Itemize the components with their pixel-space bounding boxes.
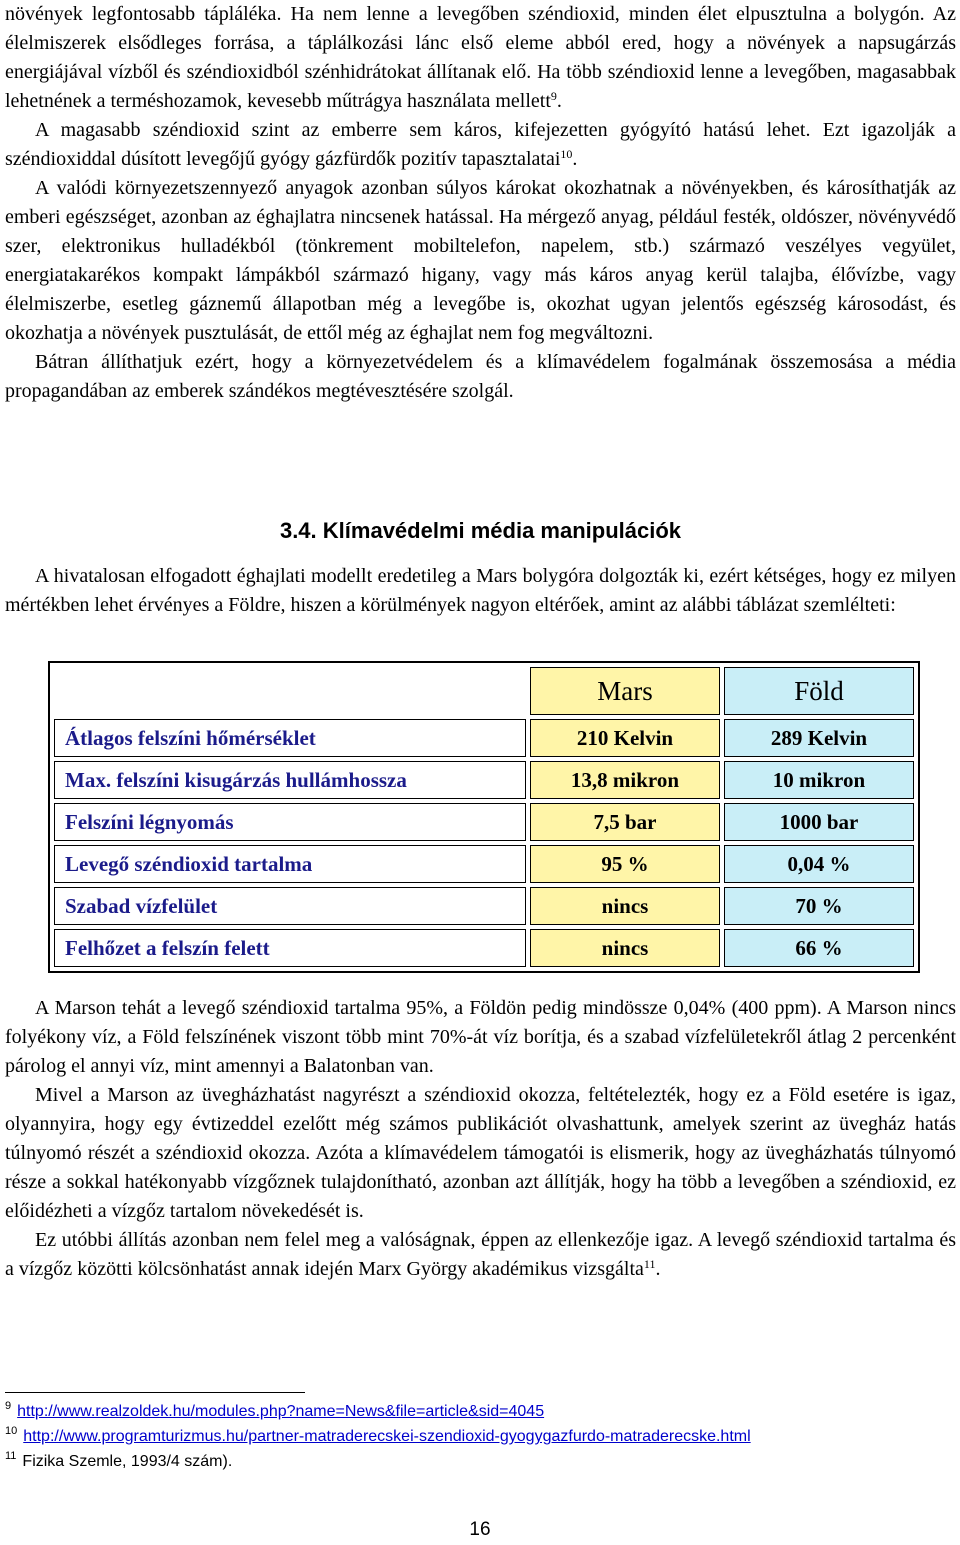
- paragraph: A valódi környezetszennyező anyagok azonban súlyos károkat okozhatnak a növényekben, és károsíthatják az emberi egészséget, azonban az éghajlatra nincsenek hatással. Ha mérgező anyag, például festék, oldószer, növényvédő szer, elektronikus hulladékból (tönkrement mobiltelefon, napelem, stb.) származó veszélyes vegyület, energiatakarékos kompakt lámpákból származó higany, vagy más káros anyag kerül talajba, élővízbe, vagy élelmiszerbe, esetleg gáznemű állapotban még a levegőbe is, okozhat ugyan jelentős egészség károsodást, és okozhatja a növények pusztulását, de ettől még az éghajlat nem fog megváltozni.: [5, 177, 956, 344]
- row-label: Levegő széndioxid tartalma: [54, 845, 526, 883]
- table-row: [54, 845, 914, 883]
- paragraph: A hivatalosan elfogadott éghajlati modellt eredetileg a Mars bolygóra dolgozták ki, ezért kétséges, hogy ez milyen mértékben lehet érvényes a Földre, hiszen a körülmények nagyon eltérőek, amint az alábbi táblázat szemlélteti:: [5, 565, 956, 616]
- row-label: Szabad vízfelület: [54, 887, 526, 925]
- row-label: Max. felszíni kisugárzás hullámhossza: [54, 761, 526, 799]
- cell-fold: 0,04 %: [724, 845, 914, 883]
- paragraph: Mivel a Marson az üvegházhatást nagyrészt a széndioxid okozza, feltételezték, hogy ez a Föld esetére is igaz, olyannyira, hogy egy évtizeddel ezelőtt még számos publikációt olvashattunk, amelyek szerint az üvegház hatás túlnyomó részét a széndioxid okozza. Azóta a klímavédelem támogatói is elismerik, hogy az üvegházhatás túlnyomó része a sokkal hatékonyabb vízgőznek tulajdonítható, azonban azt állítják, hogy ha több a levegőben a széndioxid, ez előidézheti a vízgőz tartalom növekedését is.: [5, 1084, 956, 1222]
- section-heading: [5, 518, 956, 544]
- paragraph-text: .: [655, 1258, 661, 1280]
- footnote-item: [5, 1399, 956, 1424]
- paragraph: [5, 0, 956, 116]
- footnote-text: Fizika Szemle, 1993/4 szám).: [22, 1453, 233, 1470]
- table-row: [54, 803, 914, 841]
- footnote-item: [5, 1449, 956, 1474]
- column-header-fold: Föld: [724, 667, 914, 715]
- footnote-link[interactable]: http://www.programturizmus.hu/partner-matraderecskei-szendioxid-gyogygazfurdo-matraderecske.html: [23, 1428, 751, 1445]
- footnote-ref[interactable]: 9: [550, 89, 557, 103]
- footnote-number: 10: [5, 1425, 18, 1437]
- row-label: Felhőzet a felszín felett: [54, 929, 526, 967]
- table-row: [54, 719, 914, 757]
- section-title: Klímavédelmi média manipulációk: [322, 518, 682, 543]
- cell-mars: 7,5 bar: [530, 803, 720, 841]
- cell-mars: nincs: [530, 887, 720, 925]
- cell-mars: 95 %: [530, 845, 720, 883]
- footnotes: [5, 1392, 956, 1474]
- paragraph: [5, 116, 956, 174]
- footnote-ref[interactable]: 10: [560, 147, 573, 161]
- paragraph-text: .: [572, 148, 578, 170]
- cell-mars: 13,8 mikron: [530, 761, 720, 799]
- cell-fold: 66 %: [724, 929, 914, 967]
- footnote-item: [5, 1424, 956, 1449]
- paragraph-text: .: [556, 90, 562, 112]
- column-header-mars: Mars: [530, 667, 720, 715]
- paragraph: [5, 1226, 956, 1284]
- paragraph-text: A magasabb széndioxid szint az emberre sem káros, kifejezetten gyógyító hatású lehet. Ezt igazolják a széndioxiddal dúsított levegőjű gyógy gázfürdők pozitív tapasztalatai: [5, 119, 956, 170]
- after-table-text-block: [5, 994, 956, 1284]
- paragraph: Bátran állíthatjuk ezért, hogy a környezetvédelem és a klímavédelem fogalmának összemosása a média propagandában az emberek szándékos megtévesztésére szolgál.: [5, 351, 956, 402]
- row-label: Átlagos felszíni hőmérséklet: [54, 719, 526, 757]
- row-label: Felszíni légnyomás: [54, 803, 526, 841]
- footnote-ref[interactable]: 11: [643, 1257, 656, 1271]
- page-number: 16: [469, 1519, 491, 1540]
- top-text-block: [5, 0, 956, 406]
- cell-fold: 1000 bar: [724, 803, 914, 841]
- cell-fold: 289 Kelvin: [724, 719, 914, 757]
- paragraph: A Marson tehát a levegő széndioxid tartalma 95%, a Földön pedig mindössze 0,04% (400 ppm). A Marson nincs folyékony víz, a Föld felszínének viszont több mint 70%-át víz borítja, és a szabad vízfelületekről átlag 2 percenként párolog el annyi víz, mint amennyi a Balatonban van.: [5, 997, 956, 1077]
- table-row: [54, 887, 914, 925]
- cell-mars: nincs: [530, 929, 720, 967]
- footnote-divider: [5, 1392, 305, 1393]
- footnote-number: 9: [5, 1400, 12, 1412]
- table-row: [54, 761, 914, 799]
- table-row: [54, 929, 914, 967]
- cell-fold: 10 mikron: [724, 761, 914, 799]
- intro-text-block: [5, 562, 956, 620]
- cell-fold: 70 %: [724, 887, 914, 925]
- paragraph-text: növények legfontosabb tápláléka. Ha nem lenne a levegőben széndioxid, minden élet elpusztulna a bolygón. Az élelmiszerek elsődleges forrása, a táplálkozási lánc első eleme abból ered, hogy a növények a napsugárzás energiájával vízből és széndioxidból szénhidrátokat állítanak elő. Ha több széndioxid lenne a levegőben, magasabbak lehetnének a terméshozamok, kevesebb műtrágya használata mellett: [5, 3, 956, 112]
- table-corner: [54, 667, 526, 715]
- section-number: 3.4.: [279, 518, 317, 543]
- comparison-table: [48, 661, 920, 973]
- footnote-number: 11: [5, 1450, 17, 1462]
- paragraph-text: Ez utóbbi állítás azonban nem felel meg a valóságnak, éppen az ellenkezője igaz. A levegő széndioxid tartalma és a vízgőz közötti kölcsönhatást annak idején Marx György akadémikus vizsgálta: [5, 1229, 956, 1280]
- table-header-row: [54, 667, 914, 715]
- cell-mars: 210 Kelvin: [530, 719, 720, 757]
- footnote-link[interactable]: http://www.realzoldek.hu/modules.php?name=News&file=article&sid=4045: [17, 1403, 545, 1420]
